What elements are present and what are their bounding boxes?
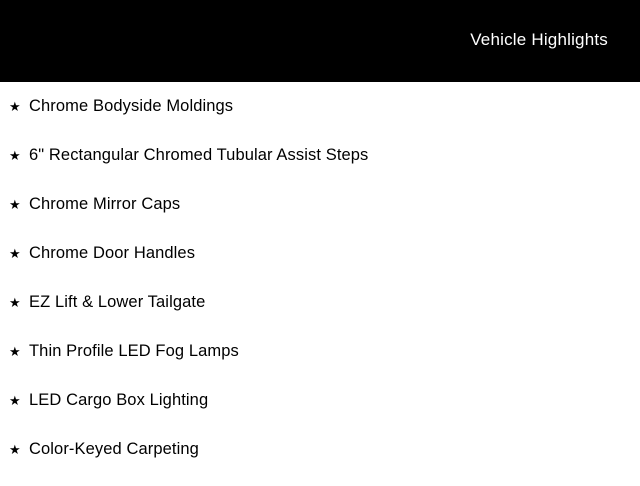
list-item-label: Thin Profile LED Fog Lamps (29, 342, 239, 360)
list-item (0, 388, 640, 437)
star-bullet-icon: ★ (9, 246, 21, 261)
vehicle-highlights-list (0, 82, 640, 486)
list-item (0, 94, 640, 143)
list-item (0, 339, 640, 388)
star-bullet-icon: ★ (9, 344, 21, 359)
list-item-label: EZ Lift & Lower Tailgate (29, 293, 206, 311)
list-item (0, 143, 640, 192)
list-item (0, 241, 640, 290)
star-bullet-icon: ★ (9, 442, 21, 457)
star-bullet-icon: ★ (9, 99, 21, 114)
list-item-label: Color-Keyed Carpeting (29, 440, 199, 458)
list-item-label: LED Cargo Box Lighting (29, 391, 209, 409)
list-item-label: 6" Rectangular Chromed Tubular Assist Steps (29, 146, 369, 164)
list-item-label: Chrome Bodyside Moldings (29, 97, 234, 115)
list-item (0, 192, 640, 241)
page-title: Vehicle Highlights (470, 30, 608, 49)
list-item (0, 290, 640, 339)
star-bullet-icon: ★ (9, 197, 21, 212)
list-item-label: Chrome Mirror Caps (29, 195, 181, 213)
star-bullet-icon: ★ (9, 295, 21, 310)
star-bullet-icon: ★ (9, 393, 21, 408)
list-item-label: Chrome Door Handles (29, 244, 196, 262)
page-header (0, 0, 640, 82)
star-bullet-icon: ★ (9, 148, 21, 163)
list-item (0, 437, 640, 486)
